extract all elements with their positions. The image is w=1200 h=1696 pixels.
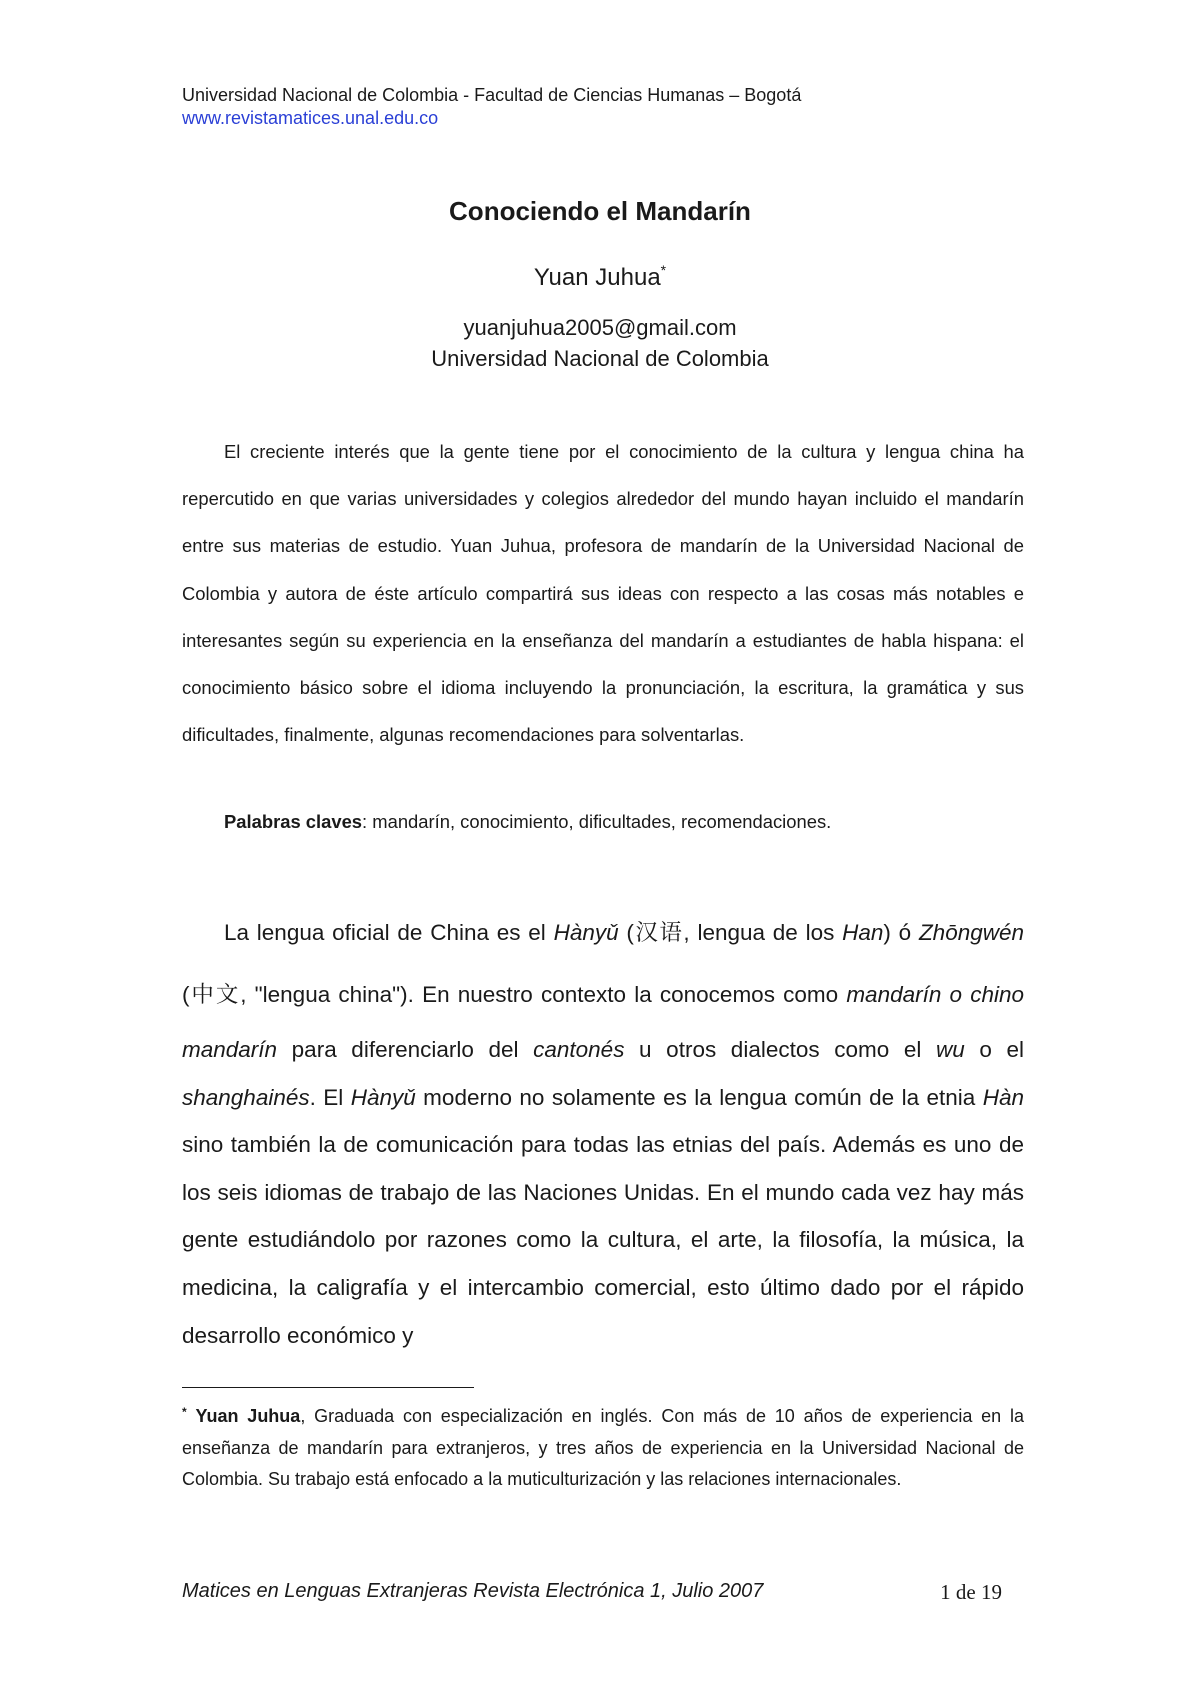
abstract-text: El creciente interés que la gente tiene por el conocimiento de la cultura y lengua china ha repercutido en que varias universidades y colegios alrededor del mundo hayan incluido el mandarín entre sus materias de estudio. Yuan Juhua, profesora de mandarín de la Universidad Nacional de Colombia y autora de éste artículo compartirá sus ideas con respecto a las cosas más notables e interesantes según su experiencia en la enseñanza del mandarín a estudiantes de habla hispana: el conocimiento básico sobre el idioma incluyendo la pronunciación, la escritura, la gramática y sus dificultades, finalmente, algunas recomendaciones para solventarlas. [182, 441, 1024, 746]
footnote-separator [182, 1387, 474, 1388]
body-run: (中文, "lengua china"). En nuestro contexto la conocemos como [182, 982, 847, 1007]
footnote-text: , Graduada con especialización en inglés. Con más de 10 años de experiencia en la enseñanza de mandarín para extranjeros, y tres años de experiencia en la Universidad Nacional de Colombia. Su trabajo está enfocado a la muticulturización y las relaciones internacionales. [182, 1406, 1024, 1489]
keywords-list: : mandarín, conocimiento, dificultades, recomendaciones. [362, 811, 832, 832]
body-run: o el [964, 1037, 1024, 1062]
author-name: Yuan Juhua [533, 264, 661, 291]
article-title: Conociendo el Mandarín [449, 196, 751, 226]
keywords-label: Palabras claves [224, 811, 363, 832]
keywords [224, 811, 831, 833]
footer-journal: Matices en Lenguas Extranjeras Revista Electrónica 1, Julio 2007 [182, 1580, 764, 1602]
page-number: 1 de 19 [940, 1580, 1002, 1604]
page-header [182, 84, 801, 130]
body-run: La lengua oficial de China es el [224, 920, 554, 945]
body-run-italic: Hàn [982, 1084, 1025, 1110]
body-run: ) ó [883, 920, 919, 945]
body-run-italic: cantonés [533, 1037, 625, 1062]
article-author [0, 262, 1200, 292]
author-footnote-mark[interactable]: * [660, 262, 667, 278]
body-run: moderno no solamente es la lengua común de la etnia [415, 1084, 983, 1110]
author-email: yuanjuhua2005@gmail.com [463, 315, 737, 340]
body-run-italic: Han [842, 920, 884, 945]
abstract [182, 428, 1024, 758]
body-run-italic: shanghainés [182, 1084, 310, 1110]
body-run: para diferenciarlo del [277, 1037, 534, 1062]
footnote-author-name: Yuan Juhua [195, 1406, 301, 1426]
body-run: . El [309, 1084, 351, 1110]
author-affiliation-block [0, 312, 1200, 374]
body-run: sino también la de comunicación para todas las etnias del país. Además es uno de los seis idiomas de trabajo de las Naciones Unidas. En el mundo cada vez hay más gente estudiándolo por razones como la cultura, el arte, la filosofía, la música, la medicina, la caligrafía y el intercambio comercial, esto último dado por el rápido desarrollo económico y [182, 1132, 1024, 1348]
journal-url-link[interactable]: www.revistamatices.unal.edu.co [182, 108, 439, 128]
author-institution: Universidad Nacional de Colombia [431, 346, 769, 371]
body-run: u otros dialectos como el [624, 1037, 936, 1062]
body-run-italic: mandarín o chino mandarín [182, 982, 1025, 1062]
footnote-mark: * [182, 1405, 187, 1419]
body-run-italic: Hànyǔ [553, 920, 619, 945]
page-footer [182, 1580, 1002, 1603]
body-run: (汉语, lengua de los [618, 920, 843, 945]
body-text [182, 902, 1024, 1359]
body-run-italic: Hànyǔ [350, 1084, 416, 1110]
body-run-italic: wu [935, 1037, 965, 1062]
body-paragraph [182, 902, 1024, 1359]
footnote [182, 1397, 1024, 1496]
body-run-italic: Zhōngwén [918, 920, 1025, 945]
header-institution: Universidad Nacional de Colombia - Facultad de Ciencias Humanas – Bogotá [182, 85, 802, 105]
